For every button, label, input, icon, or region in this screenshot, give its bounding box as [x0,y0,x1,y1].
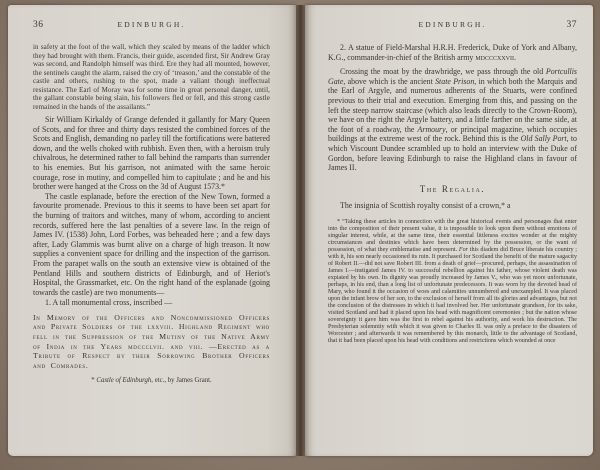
regalia-footnote: * “Taking these articles in connection with the great historical events and personages that enter into the composition of their present value, it is impossible to look upon them without emotions of singular interest, while, at the same time, their essential littleness excites wonder at the mighty circumstances and destinies which have been determined by the possession, or the want of possession, of what they emblematise and represent. For this diadem did Bruce liberate his country ; with it, his son nearly occasioned its ruin. It purchased for Scotland the benefit of the mature sagacity of Robert II.—did not save Robert III. from a death of grief—procured, perhaps, the assassination of James I.—instigated James IV. to successful rebellion against his father, whose violent death was expiated by his own. Its dignity was proudly increased by James V., who was yet more unfortunate, perhaps, in his end, than a long list of unfortunate predecessors. It was worn by the devoted head of Mary, who found it the occasion of woes and calamities unnumbered and unexampled. It was placed upon the infant brow of her son, to the exclusion of herself from all its glories and advantages, but not the conclusion of the distresses in which it had involved her. Her unfortunate grandson, for its sake, visited Scotland and had it placed upon his head with magnificent ceremonies ; but the nation whose sovereignty it gave him was the first to rebel against his authority, and work his destruction. The Presbyterian solemnity with which it was given to Charles II. was only a preface to the disasters of Worcester ; and afterwards it was remembered by this monarch, little to the advantage of Scotland, that it had been placed upon his head with conditions and restrictions which wounded at once [328,219,578,345]
left-footnote: * Castle of Edinburgh, etc., by James Grant. [91,377,212,385]
page-number-left: 36 [33,20,44,30]
page-left-inner [8,5,296,456]
page-header-right [328,20,577,30]
statue-paragraph: 2. A statue of Field-Marshal H.R.H. Frederick, Duke of York and Albany, K.G., commander-in-chief of the British army mdcccxxvii. [328,43,577,62]
page-body-left [33,43,270,384]
page-right [305,5,593,456]
esplanade-paragraph: The castle esplanade, before the erection of the New Town, formed a favourite promenade. Previous to this it seems to have been set apart for the burning of traitors and witches, many of whom, according to ancient records, suffered here the last penalties of a severe law. In the reign of James IV. (1538) John, Lord Forbes, was beheaded here ; and a few days after, Lady Glammis was burnt alive on a charge of high treason. It now supplies a convenient space for drilling and the inspection of the garrison. From the parapet walls on the south an extensive view is obtained of the Pentland Hills and southern districts of Edinburgh, and of Heriot's Hospital, the Grassmarket, etc. On the right hand of the esplanade (going towards the castle) are two monuments— [33,191,270,297]
running-header-right: EDINBURGH. [418,20,487,29]
opening-quote-paragraph: in safety at the foot of the wall, which they scaled by means of the ladder which they had brought with them. Francis, their guide, ascended first, Sir Andrew Gray was second, and Randolph himself was third. Ere they had all mounted, however, the sentinels caught the alarm, raised the cry of ‘treason,’ and the constable of the castle and others, rushing to the spot, made a valiant though ineffectual resistance. The Earl of Moray was for some time in great personal danger, until, the gallant constable being slain, his followers fled or fell, and this strong castle remained in the hands of the assailants.” [33,43,270,111]
page-right-inner [305,5,593,456]
page-gutter [296,5,305,456]
page-left [8,5,296,456]
insignia-paragraph: The insignia of Scottish royalty consist of a crown,* a [340,200,511,210]
page-header-left [33,20,270,30]
page-body-right [328,43,577,345]
page-number-right: 37 [566,20,577,30]
monument-item: 1. A tall monumental cross, inscribed — [45,298,173,308]
running-header-left: EDINBURGH. [117,20,186,29]
portcullis-paragraph: Crossing the moat by the drawbridge, we pass through the old Portcullis Gate, above which is the ancient State Prison, in which both the Marquis and the Earl of Argyle, and numerous adherents of the Stuarts, were confined previous to their trial and execution. Emerging from this, and passing on the left the steep narrow staircase (which also leads directly to the Crown-Room), we have on the right the Argyle battery, and a little farther on the same side, at the foot of a roadway, the Armoury, or principal magazine, which occupies buildings at the extreme west of the rock. Behind this is the Old Sally Port, to which Viscount Dundee scrambled up to hold an interview with the Duke of Gordon, before leaving Edinburgh to raise the Highland clans in favour of James II. [328,67,577,173]
regalia-heading: The Regalia. [419,183,486,194]
kirkaldy-paragraph: Sir William Kirkaldy of Grange defended it gallantly for Mary Queen of Scots, and for three and thirty days resisted the combined forces of the Scots and English, demanding no parley till the fortifications were battered down, and the wells choked with rubbish. Even then, with a heroism truly chivalrous, he determined rather to fall behind the ramparts than surrender to his enemies. But his garrison, not animated with the same heroic courage, rose in mutiny, and compelled him to capitulate ; and he and his brother were hanged at the Cross on the 3d of August 1573.* [33,115,270,192]
monument-inscription: In Memory of the Officers and Noncommissioned Officers and Private Soldiers of the lxxviii. Highland Regiment who fell in the Suppression of the Mutiny of the Native Army of India in the Years mdccclvii. and viii. —Erected as a Tribute of Respect by their Sorrowing Brother Officers and Comrades. [33,312,270,370]
